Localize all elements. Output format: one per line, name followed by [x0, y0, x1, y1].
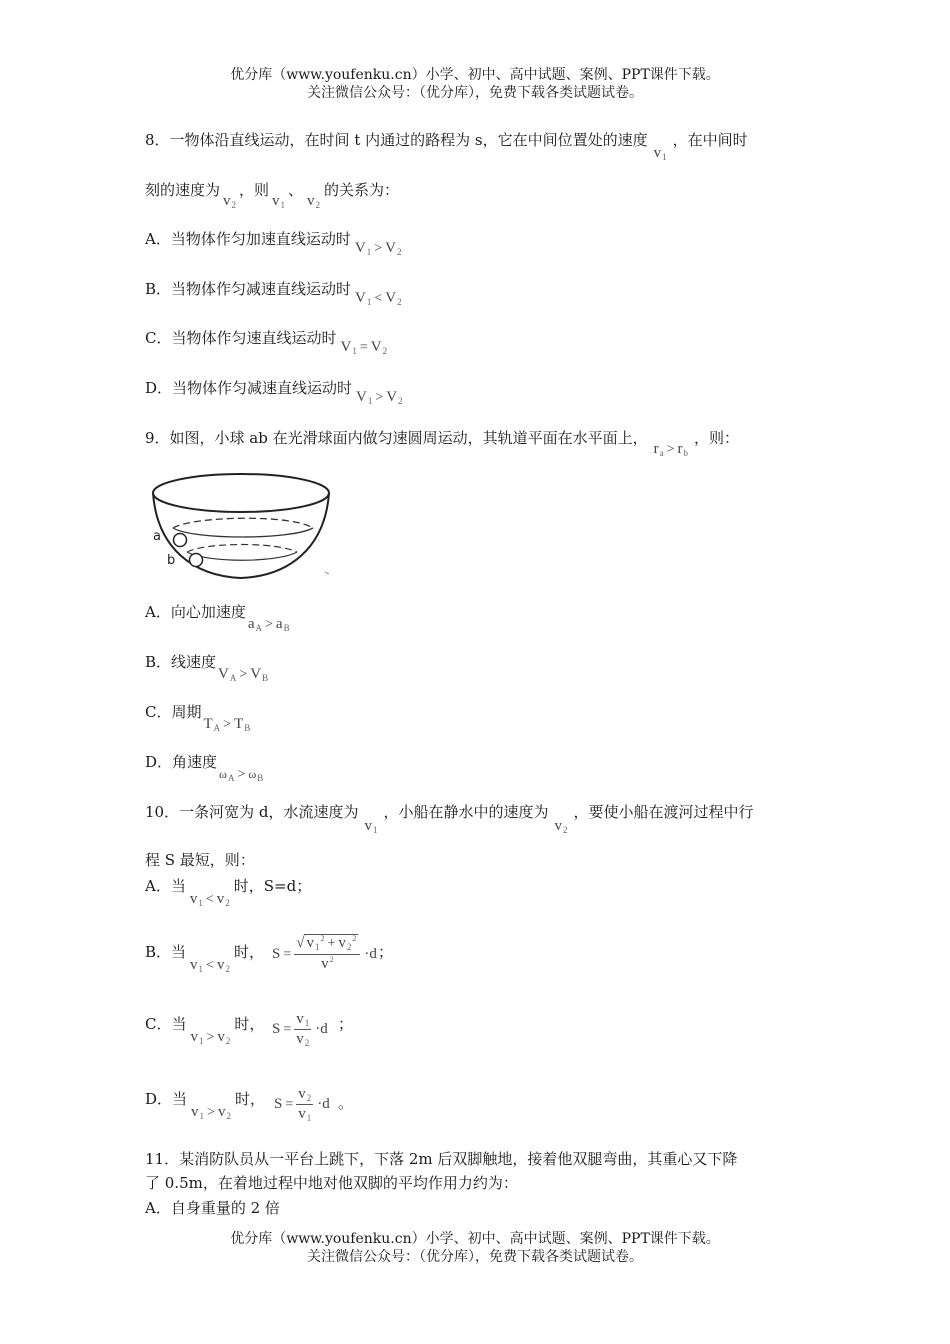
q10-option-c[interactable]: C．当$v_1 > v_2$时， — [145, 1015, 265, 1046]
fraction-d: $\frac{v_2}{v_1}$ — [298, 1086, 312, 1123]
math-v1: $v_1$ — [272, 193, 286, 210]
math-aA-gt-aB: $a_A > a_B$ — [247, 616, 290, 633]
math-TA-gt-TB: $T_A > T_B$ — [203, 716, 251, 733]
math-v1: $v_1$ — [653, 145, 667, 162]
q10-stem-line-1: 10．一条河宽为 d，水流速度为$v_1$，小船在静水中的速度为$v_2$，要使小船在渡河过程中行 — [145, 803, 754, 835]
q10-option-b[interactable]: B．当$v_1 < v_2$时， — [145, 943, 264, 974]
fraction-b: $\frac{√ v_1^2 + v_2^2}{v^2}$ — [294, 934, 360, 975]
q10-option-a[interactable]: A．当$v_1 < v_2$时，S=d； — [145, 877, 312, 908]
orbit-a-front — [173, 528, 313, 537]
fraction-c: $\frac{v_1}{v_2}$ — [296, 1011, 310, 1048]
math-v2: $v_2$ — [223, 193, 237, 210]
math-v1-lt-v2: $v_1 < v_2$ — [190, 957, 230, 974]
bowl-rim — [153, 474, 329, 512]
q11-option-a[interactable]: A．自身重量的 2 倍 — [145, 1199, 280, 1217]
q8-option-d[interactable]: D．当物体作匀减速直线运动时 $V_1 > V_2$ — [145, 379, 403, 406]
q8-stem-line-2: 刻的速度为$v_2$，则$v_1$、$v_2$的关系为： — [145, 181, 400, 210]
figure-artifact — [325, 572, 329, 574]
orbit-b-back — [187, 545, 297, 553]
formula-c: S = $\frac{v_1}{v_2}$ ·d — [272, 1011, 328, 1048]
label-b: b — [167, 553, 176, 568]
formula-d: S = $\frac{v_2}{v_1}$ ·d — [274, 1086, 330, 1123]
math-v1-gt-v2: $v_1 > v_2$ — [191, 1104, 231, 1121]
q8-option-c[interactable]: C．当物体作匀速直线运动时 $V_1 = V_2$ — [145, 329, 388, 356]
footer-line-2: 关注微信公众号：（优分库），免费下载各类试题试卷。 — [307, 1249, 643, 1265]
math-vA-gt-vB: $V_A > V_B$ — [218, 666, 269, 683]
q11-stem-line-2: 了 0.5m，在着地过程中地对他双脚的平均作用力约为： — [145, 1174, 518, 1192]
q9-option-b[interactable]: B．线速度$V_A > V_B$ — [145, 653, 269, 683]
label-a: a — [153, 529, 161, 544]
math-v1-lt-v2: $v_1 < v_2$ — [189, 891, 230, 908]
ball-a — [174, 534, 187, 547]
q10-c-end: ； — [338, 1015, 354, 1033]
footer-line-1: 优分库（www.youfenku.cn）小学、初中、高中试题、案例、PPT课件下载。 — [230, 1231, 720, 1247]
q11-stem-line-1: 11．某消防队员从一平台上跳下，下落 2m 后双脚触地，接着他双腿弯曲，其重心又下降 — [145, 1150, 738, 1168]
header-line-1: 优分库（www.youfenku.cn）小学、初中、高中试题、案例、PPT课件下载。 — [230, 67, 720, 83]
header-line-2: 关注微信公众号：（优分库），免费下载各类试题试卷。 — [307, 85, 643, 101]
math-v1: $v_1$ — [364, 818, 378, 835]
math-v1-lt-v2: $V_1 < V_2$ — [355, 290, 402, 307]
ball-b — [190, 554, 203, 567]
math-v2: $v_2$ — [307, 193, 321, 210]
q10-d-end: 。 — [338, 1094, 354, 1112]
q9-option-a[interactable]: A．向心加速度$a_A > a_B$ — [145, 603, 290, 633]
q8-option-a[interactable]: A．当物体作匀加速直线运动时 $V_1 > V_2$ — [145, 230, 402, 257]
math-v1-eq-v2: $V_1 = V_2$ — [340, 339, 388, 356]
bowl-figure — [143, 470, 333, 588]
orbit-a-back — [173, 518, 313, 528]
orbit-b-front — [187, 552, 297, 560]
q8-option-b[interactable]: B．当物体作匀减速直线运动时 $V_1 < V_2$ — [145, 280, 402, 307]
formula-b: S = $\frac{√ v_1^2 + v_2^2}{v^2}$ ·d — [272, 934, 377, 975]
q10-option-d[interactable]: D．当$v_1 > v_2$时， — [145, 1090, 265, 1121]
q8-stem-line-1: 8．一物体沿直线运动，在时间 t 内通过的路程为 s，它在中间位置处的速度$v_1$，在中间时 — [145, 131, 748, 162]
q10-b-end: ； — [378, 943, 394, 961]
q9-option-d[interactable]: D．角速度$_{\omega_A > \omega_B}$ — [145, 753, 264, 783]
math-wA-gt-wB: ωA > ωB — [219, 767, 264, 783]
q10-stem-line-2: 程 S 最短，则： — [145, 851, 255, 869]
math-v1-gt-v2: $v_1 > v_2$ — [190, 1029, 231, 1046]
math-v1-gt-v2: $V_1 > V_2$ — [354, 240, 402, 257]
math-v2: $v_2$ — [554, 818, 568, 835]
q9-option-c[interactable]: C．周期$T_A > T_B$ — [145, 703, 251, 733]
math-ra-gt-rb: $r_a > r_b$ — [653, 441, 689, 458]
math-v1-gt-v2: $V_1 > V_2$ — [356, 389, 403, 406]
q9-stem: 9．如图，小球 ab 在光滑球面内做匀速圆周运动，其轨道平面在水平面上，$r_a > r_b$，则： — [145, 429, 740, 458]
